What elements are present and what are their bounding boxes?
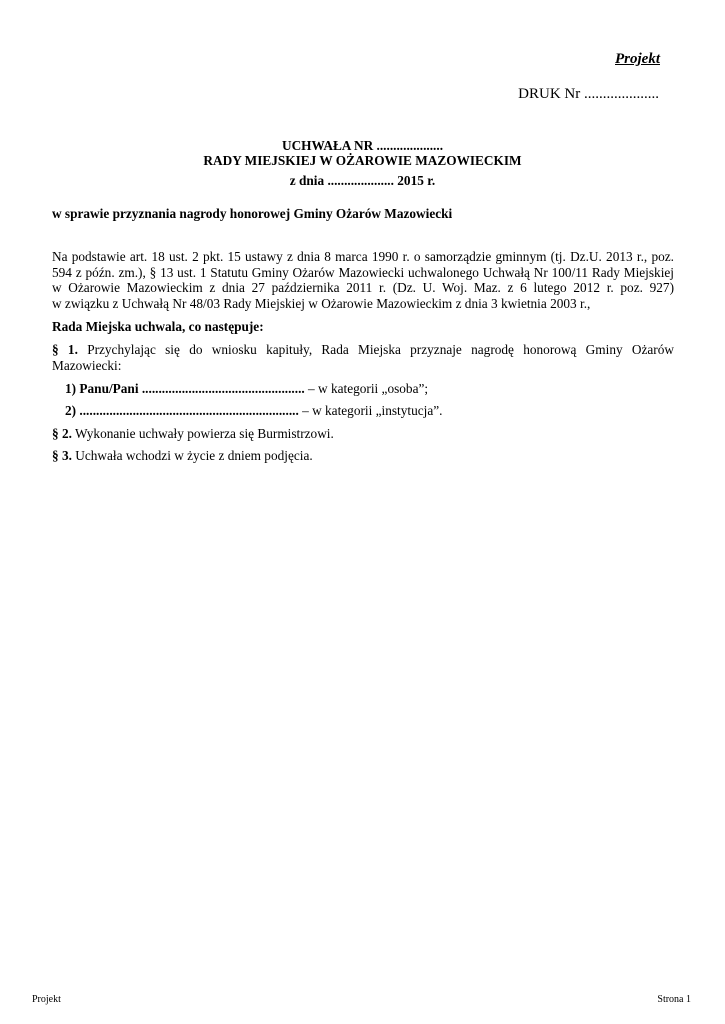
paragraph-number: § 1. <box>52 342 78 357</box>
paragraph-1-line: Mazowiecki: <box>52 357 122 373</box>
paragraph-text: Uchwała wchodzi w życie z dniem podjęcia. <box>71 448 313 463</box>
award-item-label: 2) .................................................................. <box>65 403 299 418</box>
award-item-person <box>65 381 428 397</box>
preamble-line: w związku z Uchwałą Nr 48/03 Rady Miejskiej w Ożarowie Mazowieckim z dnia 3 kwietnia 2003 r., <box>52 295 591 311</box>
footer-label: Projekt <box>32 994 61 1005</box>
paragraph-text: Wykonanie uchwały powierza się Burmistrzowi. <box>71 426 334 441</box>
award-item-label: 1) Panu/Pani ................................................. <box>65 381 305 396</box>
page-number: Strona 1 <box>657 994 691 1005</box>
council-name: RADY MIEJSKIEJ W OŻAROWIE MAZOWIECKIM <box>203 153 522 168</box>
paragraph-1 <box>52 342 674 373</box>
projekt-mark: Projekt <box>615 51 660 67</box>
paragraph-3 <box>52 448 313 464</box>
resolution-number: UCHWAŁA NR .................... <box>281 138 444 153</box>
resolution-subject: w sprawie przyznania nagrody honorowej Gminy Ożarów Mazowiecki <box>52 206 453 221</box>
preamble-line: w Ożarowie Mazowieckim z dnia 27 października 2011 r. (Dz. U. Woj. Maz. z 6 lutego 2012 r. poz. 927) <box>52 280 674 295</box>
preamble-line: 594 z późn. zm.), § 13 ust. 1 Statutu Gminy Ożarów Mazowiecki uchwalonego Uchwałą Nr 100/11 Rady Miejskiej <box>52 264 674 280</box>
award-item-institution <box>65 403 442 419</box>
paragraph-number: § 2. <box>52 426 72 441</box>
paragraph-2 <box>52 426 334 442</box>
druk-number: DRUK Nr .................... <box>518 86 659 102</box>
paragraph-1-line <box>52 342 674 358</box>
preamble-line: Na podstawie art. 18 ust. 2 pkt. 15 ustawy z dnia 8 marca 1990 r. o samorządzie gminnym (tj. Dz.U. 2013 r., poz. <box>52 249 674 264</box>
preamble <box>52 249 674 311</box>
award-item-category: – w kategorii „osoba”; <box>304 381 429 396</box>
paragraph-number: § 3. <box>52 448 72 463</box>
resolution-date: z dnia .................... 2015 r. <box>289 173 436 188</box>
paragraph-text: Przychylając się do wniosku kapituły, Rada Miejska przyznaje nagrodę honorową Gminy Ożarów <box>77 342 674 357</box>
council-resolves: Rada Miejska uchwala, co następuje: <box>52 319 264 334</box>
award-item-category: – w kategorii „instytucja”. <box>298 403 443 418</box>
